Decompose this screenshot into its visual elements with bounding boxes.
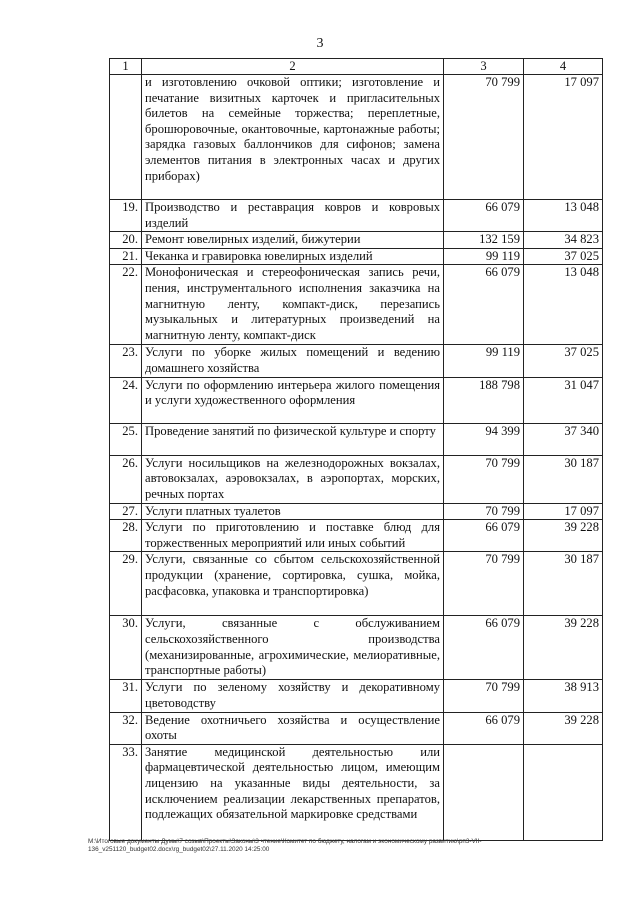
value-col-3: 66 079 — [444, 616, 524, 680]
value-col-3: 99 119 — [444, 345, 524, 377]
value-col-3: 70 799 — [444, 503, 524, 520]
service-description: Услуги по уборке жилых помещений и ведению домашнего хозяйства — [142, 345, 444, 377]
row-number: 27. — [110, 503, 142, 520]
page-number: 3 — [316, 36, 324, 51]
service-description: Услуги, связанные со сбытом сельскохозяйственной продукции (хранение, сортировка, сушка, мойка, расфасовка, упаковка и транспортировка) — [142, 552, 444, 616]
row-number: 32. — [110, 712, 142, 744]
table-row — [110, 232, 603, 249]
service-description: Услуги по зеленому хозяйству и декоративному цветоводству — [142, 680, 444, 712]
table-row — [110, 744, 603, 840]
value-col-4: 37 025 — [524, 248, 603, 265]
value-col-4: 30 187 — [524, 455, 603, 503]
table-row — [110, 345, 603, 377]
service-description: Проведение занятий по физической культуре и спорту — [142, 423, 444, 455]
table-row — [110, 248, 603, 265]
value-col-3: 66 079 — [444, 200, 524, 232]
value-col-4: 39 228 — [524, 616, 603, 680]
value-col-3: 70 799 — [444, 75, 524, 200]
table-header-row — [110, 59, 603, 75]
value-col-4: 30 187 — [524, 552, 603, 616]
table-row — [110, 616, 603, 680]
service-description: Услуги по оформлению интерьера жилого помещения и услуги художественного оформления — [142, 377, 444, 423]
row-number: 31. — [110, 680, 142, 712]
tariff-table — [109, 58, 603, 841]
value-col-4: 37 340 — [524, 423, 603, 455]
value-col-3: 66 079 — [444, 265, 524, 345]
service-description: Занятие медицинской деятельностью или фармацевтической деятельностью лицом, имеющим лицензию на указанные виды деятельности, за исключением реализации лекарственных препаратов, подлежащих обязательной маркировке средствами — [142, 744, 444, 840]
value-col-4: 13 048 — [524, 265, 603, 345]
row-number: 19. — [110, 200, 142, 232]
header-cell: 2 — [142, 59, 444, 75]
value-col-3: 188 798 — [444, 377, 524, 423]
value-col-3: 70 799 — [444, 552, 524, 616]
table-row — [110, 200, 603, 232]
table-row — [110, 552, 603, 616]
value-col-4: 17 097 — [524, 503, 603, 520]
value-col-3: 66 079 — [444, 520, 524, 552]
service-description: Монофоническая и стереофоническая запись речи, пения, инструментального исполнения заказчика на магнитную ленту, компакт-диск, перезапись музыкальных и литературных произведений на магнитную ленту, компакт-диск — [142, 265, 444, 345]
value-col-4: 39 228 — [524, 520, 603, 552]
row-number: 26. — [110, 455, 142, 503]
row-number: 30. — [110, 616, 142, 680]
value-col-4: 39 228 — [524, 712, 603, 744]
service-description: Услуги, связанные с обслуживанием сельскохозяйственного производства (механизированные, агрохимические, мелиоративные, транспортные работы) — [142, 616, 444, 680]
table-row — [110, 423, 603, 455]
table-row — [110, 503, 603, 520]
service-description: Услуги по приготовлению и поставке блюд для торжественных мероприятий или иных событий — [142, 520, 444, 552]
service-description: Чеканка и гравировка ювелирных изделий — [142, 248, 444, 265]
table-row — [110, 455, 603, 503]
value-col-4: 38 913 — [524, 680, 603, 712]
value-col-4 — [524, 744, 603, 840]
file-path-footer: M:\Итоговые документы Думы\7 созыв\Проекты\Законы\3 чтение\Комитет по бюджету, налогам и экономическому развитию\рп3-VII-136_v251120_budget02.docx\rg_budget02\27.11.2020 14:25:00 — [88, 838, 482, 853]
row-number: 22. — [110, 265, 142, 345]
service-description: Услуги носильщиков на железнодорожных вокзалах, автовокзалах, аэровокзалах, в аэропортах, морских, речных портах — [142, 455, 444, 503]
row-number — [110, 75, 142, 200]
header-cell: 1 — [110, 59, 142, 75]
value-col-3: 66 079 — [444, 712, 524, 744]
value-col-3: 99 119 — [444, 248, 524, 265]
row-number: 33. — [110, 744, 142, 840]
value-col-4: 31 047 — [524, 377, 603, 423]
service-description: и изготовлению очковой оптики; изготовление и печатание визитных карточек и пригласительных билетов на семейные торжества; переплетные, брошюровочные, окантовочные, картонажные работы; зарядка газовых баллончиков для сифонов; замена элементов питания в электронных часах и других приборах) — [142, 75, 444, 200]
table-row — [110, 377, 603, 423]
table-row — [110, 265, 603, 345]
table-row — [110, 712, 603, 744]
header-cell: 4 — [524, 59, 603, 75]
value-col-3 — [444, 744, 524, 840]
value-col-4: 34 823 — [524, 232, 603, 249]
value-col-3: 132 159 — [444, 232, 524, 249]
value-col-4: 37 025 — [524, 345, 603, 377]
service-description: Ведение охотничьего хозяйства и осуществление охоты — [142, 712, 444, 744]
value-col-4: 13 048 — [524, 200, 603, 232]
service-description: Услуги платных туалетов — [142, 503, 444, 520]
row-number: 20. — [110, 232, 142, 249]
row-number: 24. — [110, 377, 142, 423]
table-row — [110, 680, 603, 712]
row-number: 25. — [110, 423, 142, 455]
value-col-3: 70 799 — [444, 455, 524, 503]
value-col-4: 17 097 — [524, 75, 603, 200]
value-col-3: 94 399 — [444, 423, 524, 455]
service-description: Ремонт ювелирных изделий, бижутерии — [142, 232, 444, 249]
row-number: 23. — [110, 345, 142, 377]
value-col-3: 70 799 — [444, 680, 524, 712]
table-row — [110, 520, 603, 552]
header-cell: 3 — [444, 59, 524, 75]
row-number: 28. — [110, 520, 142, 552]
service-description: Производство и реставрация ковров и ковровых изделий — [142, 200, 444, 232]
table-row — [110, 75, 603, 200]
row-number: 29. — [110, 552, 142, 616]
row-number: 21. — [110, 248, 142, 265]
